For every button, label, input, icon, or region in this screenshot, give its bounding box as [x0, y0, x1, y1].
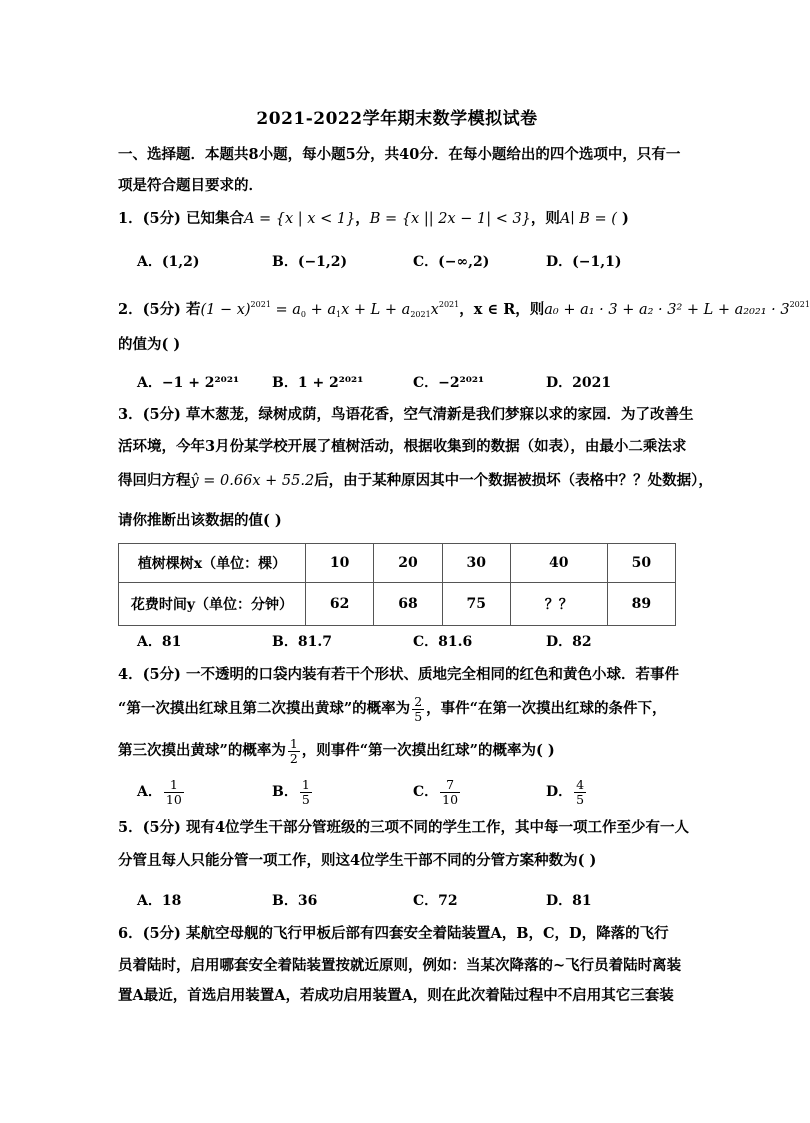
question-3-line3-pre: 得回归方程: [118, 472, 191, 489]
question-1-set-b: B = {x || 2x − 1| < 3}: [369, 211, 531, 227]
question-4-line2-post: ，事件“在第一次摸出红球的条件下，: [426, 700, 667, 717]
question-2-expr: = a: [270, 302, 301, 318]
question-5-option-a: A．18: [137, 893, 182, 909]
option-label: B．: [272, 784, 298, 800]
question-3-line1: 3．(5分) 草木葱茏，绿树成荫，鸟语花香，空气清新是我们梦寐以求的家园．为了改善生: [118, 406, 694, 423]
question-1-option-d: D．(−1,1): [546, 254, 622, 270]
question-2-stem-line2: 的值为( ): [118, 336, 181, 353]
question-1-set-a: A = {x | x < 1}: [243, 211, 356, 227]
table-row-label: 花费时间y（单位：分钟）: [119, 583, 306, 626]
numerator: 4: [576, 776, 585, 792]
question-1-stem: [118, 209, 678, 229]
question-4-line2: [118, 694, 678, 724]
separator: ，: [355, 210, 370, 227]
question-5-option-c: C．72: [413, 893, 458, 909]
question-5-option-b: B．36: [272, 893, 318, 909]
question-2-mid: ，x ∈ R，则: [459, 301, 545, 318]
fraction: [440, 778, 460, 807]
regression-equation: ŷ = 0.66x + 55.2: [190, 473, 315, 489]
question-2-expr: (1 − x): [200, 302, 251, 318]
question-6-line3: 置A最近，首选启用装置A，若成功启用装置A，则在此次着陆过程中不启用其它三套装: [118, 987, 674, 1004]
question-3-line4: 请你推断出该数据的值( ): [118, 512, 282, 529]
question-5-line2: 分管且每人只能分管一项工作，则这4位学生干部不同的分管方案种数为( ): [118, 852, 597, 869]
section-instructions-line1: 一、选择题．本题共8小题，每小题5分，共40分．在每小题给出的四个选项中，只有一: [118, 146, 681, 163]
fraction: [574, 778, 586, 807]
question-2-option-c: C．−2²⁰²¹: [413, 375, 485, 391]
question-2-expr: + a: [306, 302, 337, 318]
question-1-prefix: 1．(5分) 已知集合: [118, 210, 244, 227]
option-label: A．: [137, 784, 162, 800]
numerator: 2: [414, 693, 423, 709]
question-4-option-a: [137, 776, 186, 808]
fraction: [412, 695, 424, 724]
exponent: 2021: [250, 300, 271, 309]
table-cell: 30: [442, 544, 510, 583]
question-2-prefix: 2．(5分) 若: [118, 301, 201, 318]
question-4-option-b: [272, 776, 314, 808]
question-1-option-c: C．(−∞,2): [413, 254, 490, 270]
question-4-line1: 4．(5分) 一不透明的口袋内装有若干个形状、质地完全相同的红色和黄色小球．若事件: [118, 666, 679, 683]
denominator: 5: [301, 791, 310, 807]
data-table: [118, 543, 676, 626]
numerator: 7: [440, 778, 460, 793]
question-1-expression: A∣ B = (: [559, 211, 617, 227]
table-cell: ？？: [510, 583, 607, 626]
fraction: [300, 778, 312, 807]
question-3-option-c: C．81.6: [413, 634, 473, 650]
question-4-line3-post: ，则事件“第一次摸出红球”的概率为( ): [301, 742, 555, 759]
table-cell: 62: [306, 583, 374, 626]
question-2-stem: [118, 295, 810, 325]
question-4-line2-pre: “第一次摸出红球且第二次摸出黄球”的概率为: [118, 700, 411, 717]
question-3-line3-post: 后，由于某种原因其中一个数据被损坏（表格中？？处数据），: [314, 472, 713, 489]
table-cell: 10: [306, 544, 374, 583]
fraction: [288, 737, 300, 766]
question-1-option-b: B．(−1,2): [272, 254, 348, 270]
table-row-label: 植树棵树x（单位：棵）: [119, 544, 306, 583]
question-6-line2: 员着陆时，启用哪套安全着陆装置按就近原则，例如：当某次降落的~飞行员着陆时离装: [118, 957, 682, 974]
table-cell: 89: [607, 583, 675, 626]
denominator: 10: [165, 791, 182, 807]
question-3-line2: 活环境，今年3月份某学校开展了植树活动，根据收集到的数据（如表），由最小二乘法求: [118, 438, 687, 455]
question-3-option-d: D．82: [546, 634, 592, 650]
table-row: [119, 544, 676, 583]
numerator: 1: [301, 776, 310, 792]
question-2-option-a: A．−1 + 2²⁰²¹: [137, 375, 240, 391]
question-2-expr: x: [430, 302, 439, 318]
question-2-option-d: D．2021: [546, 375, 612, 391]
question-3-line3: [118, 471, 713, 491]
question-2-option-b: B．1 + 2²⁰²¹: [272, 375, 364, 391]
question-4-option-c: [413, 776, 462, 808]
subscript: 0: [300, 310, 307, 319]
subscript: 1: [336, 310, 342, 319]
section-instructions-line2: 项是符合题目要求的．: [118, 177, 263, 194]
question-6-line1: 6．(5分) 某航空母舰的飞行甲板后部有四套安全着陆装置A，B，C，D，降落的飞行: [118, 925, 669, 942]
option-label: D．: [546, 784, 573, 800]
denominator: 5: [576, 791, 585, 807]
question-2-expr: x + L + a: [341, 302, 411, 318]
question-4-option-d: [546, 776, 588, 808]
option-label: C．: [413, 784, 439, 800]
answer-blank: ): [616, 210, 629, 227]
table-cell: 50: [607, 544, 675, 583]
question-1-ask: ，则: [530, 210, 560, 227]
numerator: 1: [164, 778, 184, 793]
denominator: 10: [442, 791, 459, 807]
table-cell: 20: [374, 544, 442, 583]
question-4-line3: [118, 736, 678, 766]
table-row: [119, 583, 676, 626]
question-1-option-a: A．(1,2): [137, 254, 200, 270]
table-cell: 75: [442, 583, 510, 626]
denominator: 2: [289, 750, 298, 766]
exam-title: 2021-2022学年期末数学模拟试卷: [256, 109, 538, 129]
denominator: 5: [414, 708, 423, 724]
question-5-line1: 5．(5分) 现有4位学生干部分管班级的三项不同的学生工作，其中每一项工作至少有一人: [118, 819, 690, 836]
question-5-option-d: D．81: [546, 893, 592, 909]
exponent: 2021: [789, 300, 810, 309]
numerator: 1: [289, 735, 298, 751]
fraction: [164, 778, 184, 807]
question-4-line3-pre: 第三次摸出黄球”的概率为: [118, 742, 286, 759]
question-2-sum-expr: a₀ + a₁ · 3 + a₂ · 3² + L + a₂₀₂₁ · 3: [544, 302, 790, 318]
table-cell: 68: [374, 583, 442, 626]
exponent: 2021: [438, 300, 460, 309]
subscript: 2021: [410, 310, 431, 319]
question-3-option-b: B．81.7: [272, 634, 332, 650]
table-cell: 40: [510, 544, 607, 583]
question-3-option-a: A．81: [137, 634, 182, 650]
